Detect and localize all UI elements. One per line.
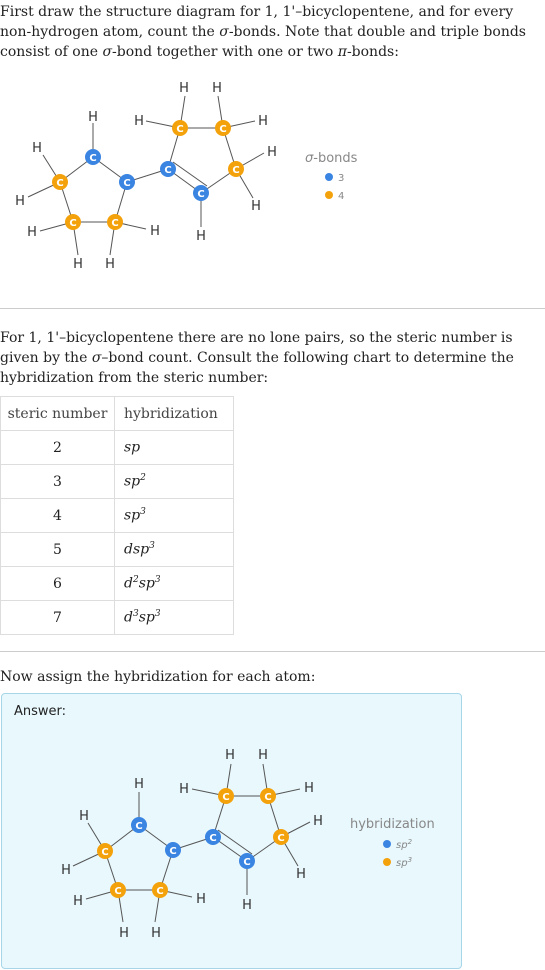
- legend-title: [305, 151, 358, 166]
- legend-item-label: $sp^3$: [396, 856, 413, 869]
- hybridization-cell: $sp^3$: [115, 499, 234, 533]
- carbon-label: C: [169, 846, 177, 857]
- table-row: [1, 533, 234, 567]
- steric-paragraph: [0, 328, 545, 388]
- carbon-label: C: [69, 218, 77, 229]
- hydrogen-atom: H: [150, 224, 160, 239]
- legend-item-label: 4: [338, 191, 345, 202]
- sigma-symbol: σ: [102, 44, 113, 60]
- hydrogen-atom: H: [313, 814, 323, 829]
- divider: [0, 308, 545, 309]
- steric-number-cell: 2: [1, 431, 115, 465]
- assign-paragraph: [0, 667, 545, 687]
- hybridization-cell: dsp$^3$: [115, 533, 234, 567]
- hydrogen-atom: H: [251, 199, 261, 214]
- steric-number-cell: 3: [1, 465, 115, 499]
- hydrogen-atom: H: [134, 114, 144, 129]
- bonds: [73, 764, 310, 922]
- hydrogen-atom: H: [151, 926, 161, 941]
- steric-number-cell: 7: [1, 601, 115, 635]
- intro-text-1: First draw the structure diagram for 1, 1'–bicyclopentene, and for every non-hydrogen atom, count the: [0, 4, 514, 40]
- steric-text-1: For 1, 1'–bicyclopentene there are no lone pairs, so the steric number is given by the: [0, 330, 513, 366]
- carbon-label: C: [222, 792, 230, 803]
- hydrogen-atom: H: [225, 748, 235, 763]
- table-row: [1, 431, 234, 465]
- hydrogen-atom: H: [179, 81, 189, 96]
- carbon-label: C: [123, 178, 131, 189]
- carbon-label: C: [101, 847, 109, 858]
- carbon-label: C: [56, 178, 64, 189]
- carbon-label: C: [111, 218, 119, 229]
- intro-text-3: -bond together with one or two: [112, 44, 338, 60]
- table-row: [1, 499, 234, 533]
- legend-swatch-orange: [325, 191, 333, 199]
- carbon-label: C: [197, 189, 205, 200]
- column-header-steric-number: steric number: [1, 397, 115, 431]
- hydrogen-atom: H: [242, 898, 252, 913]
- carbon-label: C: [219, 124, 227, 135]
- steric-number-cell: 5: [1, 533, 115, 567]
- hybridization-structure-diagram: [0, 740, 545, 950]
- hydrogen-atom: H: [196, 892, 206, 907]
- hydrogen-atom: H: [134, 777, 144, 792]
- hydrogen-atom: H: [15, 194, 25, 209]
- table-header-row: [1, 397, 234, 431]
- hydrogen-atom: H: [88, 110, 98, 125]
- hydrogen-atom: H: [73, 257, 83, 272]
- hydrogen-atom: H: [119, 926, 129, 941]
- carbon-label: C: [164, 165, 172, 176]
- carbon-label: C: [232, 165, 240, 176]
- hydrogen-atom: H: [267, 145, 277, 160]
- legend-item-label: $sp^2$: [396, 838, 413, 851]
- legend-title-text: -bonds: [313, 151, 358, 166]
- sigma-symbol: σ: [219, 24, 229, 40]
- hydrogen-atom: H: [105, 257, 115, 272]
- hydrogen-atom: H: [212, 81, 222, 96]
- carbon-label: C: [277, 833, 285, 844]
- sigma-symbol: σ: [305, 151, 314, 166]
- hydrogen-atom: H: [258, 114, 268, 129]
- intro-paragraph: [0, 2, 545, 62]
- carbon-label: C: [176, 124, 184, 135]
- carbon-label: C: [135, 821, 143, 832]
- divider: [0, 651, 545, 652]
- legend-swatch-blue: [325, 173, 333, 181]
- hydrogen-atom: H: [61, 863, 71, 878]
- hybridization-cell: $d^2sp^3$: [115, 567, 234, 601]
- carbon-label: C: [209, 833, 217, 844]
- steric-text-2: –bond count. Consult the following chart to determine the hybridization from the steric number:: [0, 350, 514, 386]
- sigma-legend: [305, 151, 358, 202]
- hybridization-table: [0, 396, 234, 635]
- hydrogen-atom: H: [79, 809, 89, 824]
- table-row: [1, 465, 234, 499]
- intro-text-4: -bonds:: [346, 44, 399, 60]
- steric-number-cell: 4: [1, 499, 115, 533]
- sigma-symbol: σ: [91, 350, 102, 366]
- intro-text-2: -bonds. Note that double and triple bonds consist of one: [0, 24, 526, 60]
- hybridization-cell: $sp^2$: [115, 465, 234, 499]
- carbon-label: C: [114, 886, 122, 897]
- answer-label: Answer:: [14, 704, 67, 719]
- hydrogen-atom: H: [32, 141, 42, 156]
- hydrogen-atom: H: [296, 867, 306, 882]
- legend-item-label: 3: [338, 173, 345, 184]
- legend-swatch-orange: [383, 858, 391, 866]
- carbon-label: C: [243, 857, 251, 868]
- legend-swatch-blue: [383, 840, 391, 848]
- legend-title: hybridization: [350, 817, 435, 832]
- hybridization-cell: sp: [115, 431, 234, 465]
- table-row: [1, 601, 234, 635]
- sigma-bond-structure-diagram: [0, 70, 545, 280]
- assign-text: Now assign the hybridization for each atom:: [0, 669, 316, 685]
- hydrogen-atom: H: [196, 229, 206, 244]
- hydrogen-atom: H: [73, 894, 83, 909]
- hybridization-legend: [350, 817, 435, 869]
- hydrogen-atom: H: [258, 748, 268, 763]
- carbon-label: C: [89, 153, 97, 164]
- hybridization-cell: $d^3sp^3$: [115, 601, 234, 635]
- steric-number-cell: 6: [1, 567, 115, 601]
- hydrogen-atom: H: [27, 225, 37, 240]
- column-header-hybridization: hybridization: [115, 397, 234, 431]
- hydrogen-atom: H: [304, 781, 314, 796]
- table-row: [1, 567, 234, 601]
- carbon-label: C: [264, 792, 272, 803]
- pi-symbol: π: [337, 44, 347, 60]
- hydrogen-atom: H: [179, 782, 189, 797]
- carbon-label: C: [156, 886, 164, 897]
